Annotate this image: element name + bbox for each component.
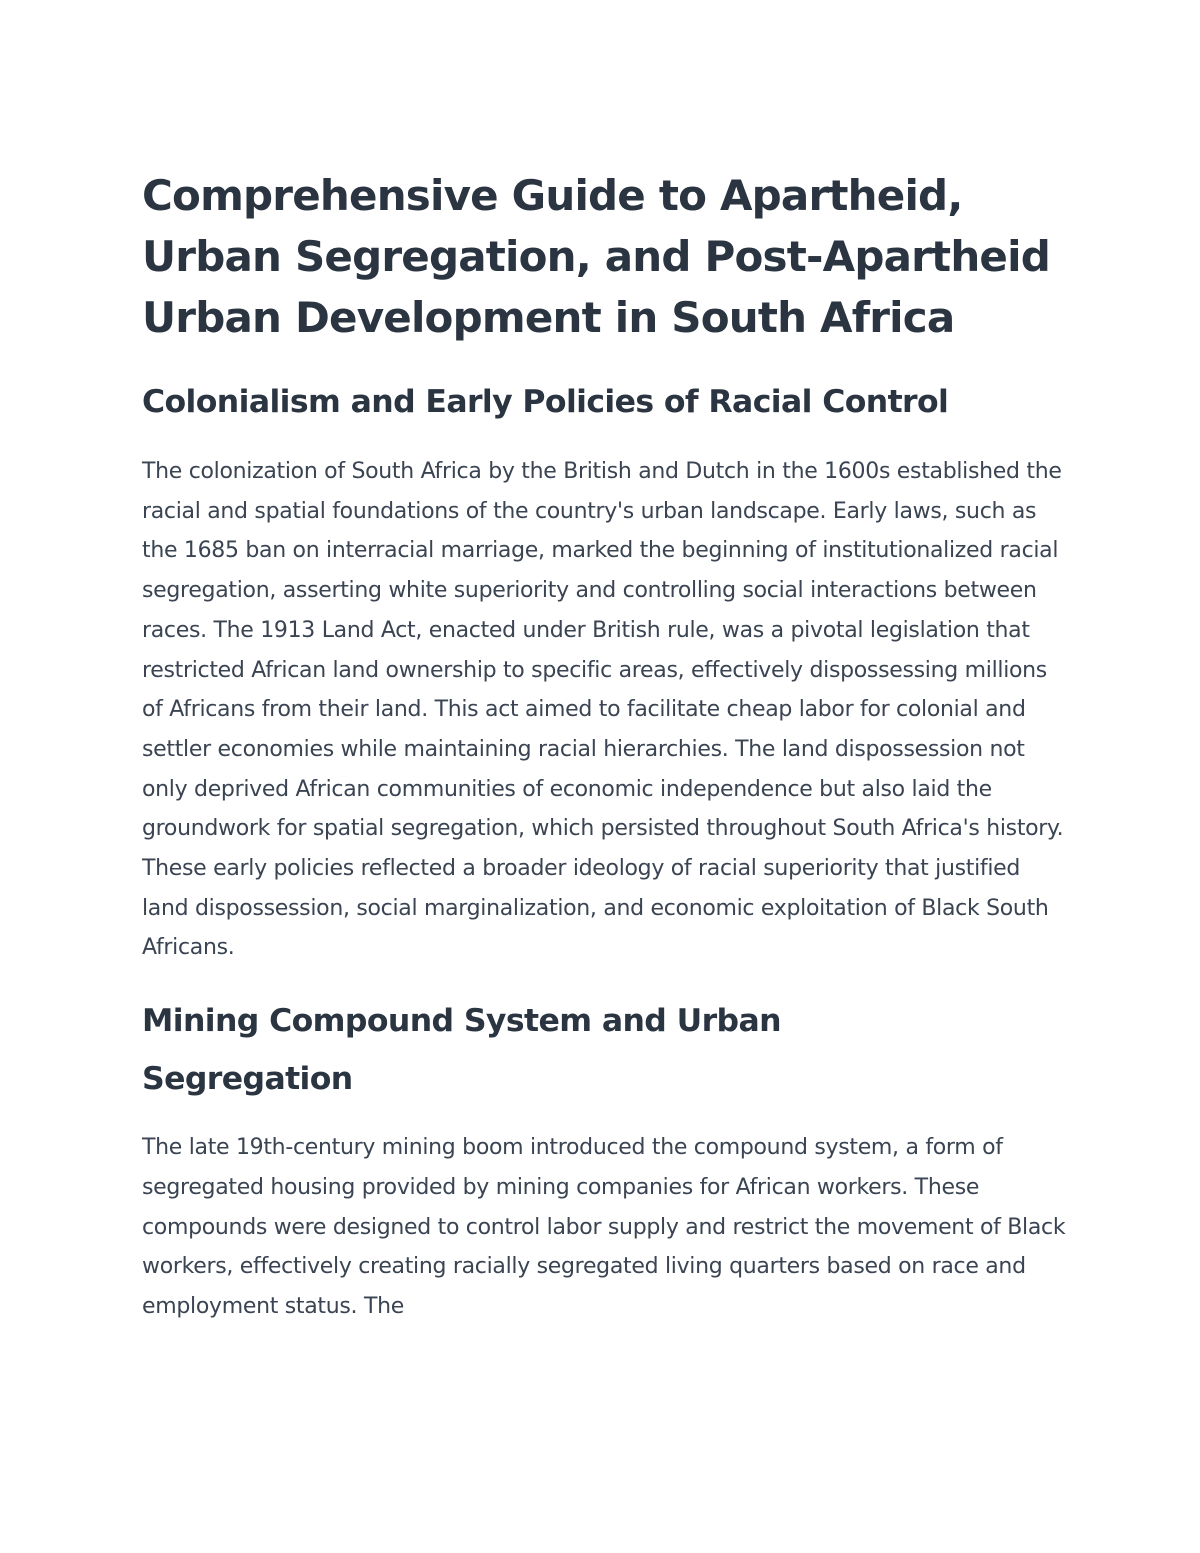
section-heading-colonialism: Colonialism and Early Policies of Racial Control — [142, 384, 949, 420]
document-page — [142, 165, 1072, 1327]
document-title: Comprehensive Guide to Apartheid, Urban Segregation, and Post-Apartheid Urban Development in South Africa — [142, 171, 1050, 342]
section-paragraph-colonialism: The colonization of South Africa by the British and Dutch in the 1600s established the racial and spatial foundations of the country's urban landscape. Early laws, such as the 1685 ban on interracial marriage, marked the beginning of institutionalized racial segregation, asserting white superiority and controlling social interactions between races. The 1913 Land Act, enacted under British rule, was a pivotal legislation that restricted African land ownership to specific areas, effectively dispossessing millions of Africans from their land. This act aimed to facilitate cheap labor for colonial and settler economies while maintaining racial hierarchies. The land dispossession not only deprived African communities of economic independence but also laid the groundwork for spatial segregation, which persisted throughout South Africa's history. These early policies reflected a broader ideology of racial superiority that justified land dispossession, social marginalization, and economic exploitation of Black South Africans. — [142, 459, 1064, 961]
section-paragraph-mining-compound: The late 19th-century mining boom introduced the compound system, a form of segregated housing provided by mining companies for African workers. These compounds were designed to control labor supply and restrict the movement of Black workers, effectively creating racially segregated living quarters based on race and employment status. The — [142, 1135, 1066, 1319]
section-heading-mining-compound: Mining Compound System and Urban Segregation — [142, 1003, 781, 1098]
